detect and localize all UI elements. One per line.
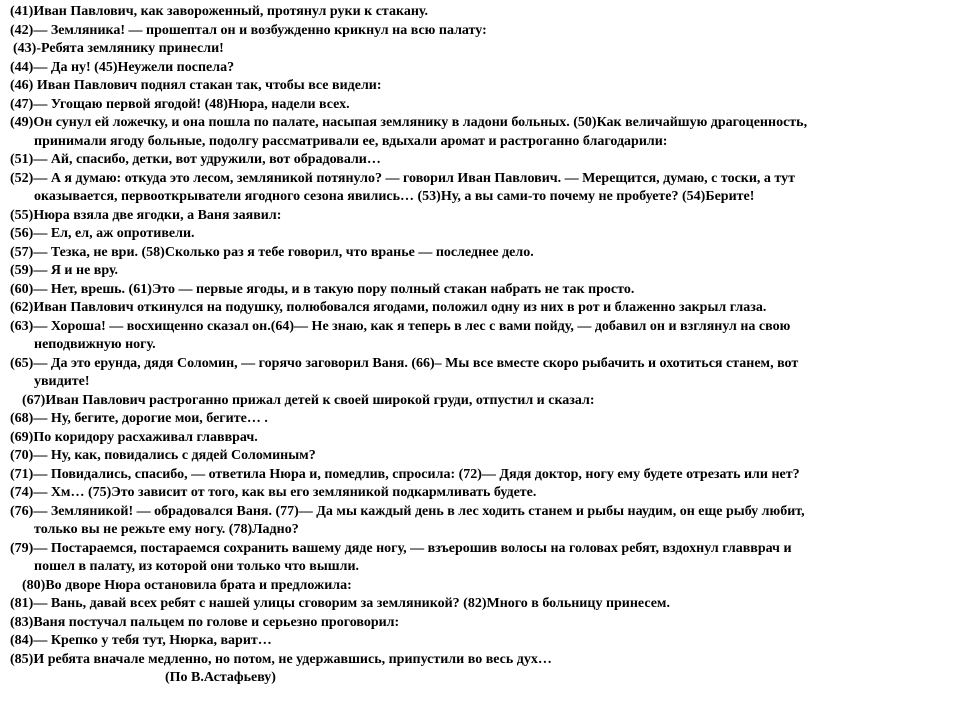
text-line: (41)Иван Павлович, как завороженный, протянул руки к стакану. [10,4,428,19]
text-line: (69)По коридору расхаживал главврач. [10,429,258,445]
text-line: (49)Он сунул ей ложечку, и она пошла по палате, насыпая землянику в ладони больных. (50)Как величайшую драгоценность, [10,115,808,130]
text-line-continued: неподвижную ногу. [34,337,156,352]
text-line: (51)— Ай, спасибо, детки, вот удружили, вот обрадовали… [10,152,381,167]
text-line: (84)— Крепко у тебя тут, Нюрка, варит… [10,633,272,648]
text-line: (56)— Ел, ел, аж опротивели. [10,226,195,241]
text-line-continued: оказывается, первооткрыватели ягодного сезона явились… (53)Ну, а вы сами-то почему не пробуете? (54)Берите! [34,189,755,204]
text-line: (65)— Да это ерунда, дядя Соломин, — горячо заговорил Ваня. (66)– Мы все вместе скоро рыбачить и охотиться станем, вот [10,355,799,371]
text-line: (81)— Вань, давай всех ребят с нашей улицы сговорим за земляникой? (82)Много в больницу принесем. [10,596,670,611]
text-line: (59)— Я и не вру. [10,263,119,278]
text-line: (79)— Постараемся, постараемся сохранить вашему дяде ногу, — взъерошив волосы на головах ребят, вздохнул главврач и [10,540,792,556]
text-line: (47)— Угощаю первой ягодой! (48)Нюра, надели всех. [10,96,350,112]
text-line: (80)Во дворе Нюра остановила брата и предложила: [22,577,352,593]
text-line-continued: пошел в палату, из которой они только что вышли. [34,559,360,574]
text-line: (76)— Земляникой! — обрадовался Ваня. (77)— Да мы каждый день в лес ходить станем и рыбы наудим, он еще рыбу любит, [10,503,805,519]
text-line-continued: принимали ягоду больные, подолгу рассматривали ее, вдыхали аромат и растроганно благодарили: [34,133,668,149]
text-line: (63)— Хороша! — восхищенно сказал он.(64)— Не знаю, как я теперь в лес с вами пойду, — добавил он и взглянул на свою [10,318,791,334]
author-attribution: (По В.Астафьеву) [165,670,276,685]
text-line: (43)-Ребята землянику принесли! [13,41,224,56]
text-line: (85)И ребята вначале медленно, но потом, не удержавшись, припустили во весь дух… [10,651,552,667]
text-line: (44)— Да ну! (45)Неужели поспела? [10,59,235,75]
text-line: (62)Иван Павлович откинулся на подушку, полюбовался ягодами, положил одну из них в рот и блаженно закрыл глаза. [10,300,767,315]
text-line: (74)— Хм… (75)Это зависит от того, как вы его земляникой подкармливать будете. [10,485,537,500]
story-text [10,3,945,688]
text-line: (70)— Ну, как, повидались с дядей Соломиным? [10,448,316,463]
text-line: (67)Иван Павлович растроганно прижал детей к своей широкой груди, отпустил и сказал: [22,392,595,408]
text-line: (46) Иван Павлович поднял стакан так, чтобы все видели: [10,78,382,93]
text-line: (52)— А я думаю: откуда это лесом, земляникой потянуло? — говорил Иван Павлович. — Мерещится, думаю, с тоски, а тут [10,170,796,186]
text-line: (71)— Повидались, спасибо, — ответила Нюра и, помедлив, спросила: (72)— Дядя доктор, ногу ему будете отрезать или нет? [10,466,800,482]
text-line-continued: только вы не режьте ему ногу. (78)Ладно? [34,522,299,537]
text-line: (42)— Земляника! — прошептал он и возбужденно крикнул на всю палату: [10,22,487,38]
text-line: (68)— Ну, бегите, дорогие мои, бегите… . [10,411,268,426]
text-line: (60)— Нет, врешь. (61)Это — первые ягоды, и в такую пору полный стакан набрать не так просто. [10,281,635,297]
text-line: (55)Нюра взяла две ягодки, а Ваня заявил: [10,207,282,223]
text-line: (57)— Тезка, не ври. (58)Сколько раз я тебе говорил, что вранье — последнее дело. [10,244,534,260]
text-line: (83)Ваня постучал пальцем по голове и серьезно проговорил: [10,614,400,630]
text-line-continued: увидите! [34,374,90,389]
